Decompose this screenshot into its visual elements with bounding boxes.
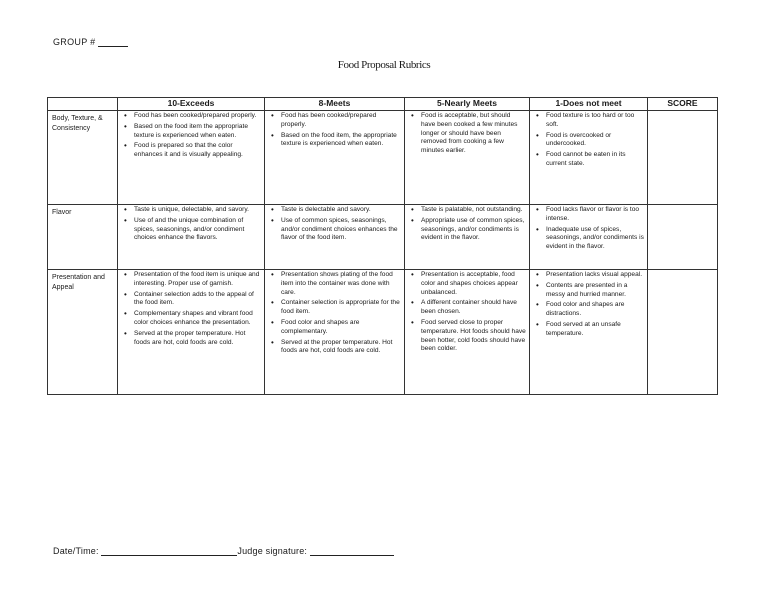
list-item: • Food served close to proper temperature. Hot foods should have been hotter, cold foods should have been colder.: [421, 319, 526, 354]
rubric-cell: [265, 111, 405, 205]
list-item: • Served at the proper temperature. Hot foods are hot, cold foods are cold.: [134, 330, 261, 348]
list-item: • Taste is unique, delectable, and savory.: [134, 206, 261, 215]
score-cell[interactable]: [648, 205, 718, 270]
list-item: • Taste is palatable, not outstanding.: [421, 206, 526, 215]
list-item: • Food color and shapes are distractions.: [546, 301, 644, 319]
list-item: • Based on the food item the appropriate texture is experienced when eaten.: [134, 123, 261, 141]
list-item: • Use of and the unique combination of spices, seasonings, and/or condiment choices enhance the flavors.: [134, 217, 261, 243]
rubric-cell: [118, 205, 265, 270]
list-item: • Food texture is too hard or too soft.: [546, 112, 644, 130]
group-number-blank[interactable]: [98, 46, 128, 47]
header-does-not-meet: 1-Does not meet: [530, 98, 648, 111]
rubric-cell: [118, 270, 265, 395]
score-cell[interactable]: [648, 270, 718, 395]
list-item: • Inadequate use of spices, seasonings, and/or condiments is evident in the flavor.: [546, 226, 644, 252]
list-item: • Food is acceptable, but should have been cooked a few minutes longer or should have been removed from cooking a few minutes earlier.: [421, 112, 526, 156]
rubric-cell: [530, 111, 648, 205]
rubric-cell: [118, 111, 265, 205]
list-item: • Food has been cooked/prepared properly.: [134, 112, 261, 121]
list-item: • Use of common spices, seasonings, and/or condiment choices enhances the flavor of the food item.: [281, 217, 401, 243]
table-row: [48, 111, 718, 205]
list-item: • Food color and shapes are complementary.: [281, 319, 401, 337]
header-score: SCORE: [648, 98, 718, 111]
criterion-label: Presentation and Appeal: [48, 270, 118, 395]
rubric-cell: [405, 205, 530, 270]
list-item: • Food is overcooked or undercooked.: [546, 132, 644, 150]
list-item: • Container selection adds to the appeal of the food item.: [134, 291, 261, 309]
rubric-cell: [265, 205, 405, 270]
header-nearly-meets: 5-Nearly Meets: [405, 98, 530, 111]
list-item: • A different container should have been chosen.: [421, 299, 526, 317]
group-number-field: [53, 37, 128, 47]
table-row: [48, 205, 718, 270]
rubric-cell: [405, 270, 530, 395]
rubric-table: [47, 97, 718, 395]
list-item: • Food lacks flavor or flavor is too intense.: [546, 206, 644, 224]
list-item: • Food has been cooked/prepared properly.: [281, 112, 401, 130]
date-time-label: Date/Time:: [53, 546, 99, 556]
judge-signature-label: Judge signature:: [237, 546, 308, 556]
date-time-blank[interactable]: [101, 555, 237, 556]
list-item: • Presentation of the food item is unique and interesting. Proper use of garnish.: [134, 271, 261, 289]
list-item: • Presentation lacks visual appeal.: [546, 271, 644, 280]
header-criteria: [48, 98, 118, 111]
table-row: [48, 270, 718, 395]
list-item: • Presentation is acceptable, food color and shapes choices appear unbalanced.: [421, 271, 526, 297]
criterion-label: Body, Texture, & Consistency: [48, 111, 118, 205]
judge-signature-blank[interactable]: [310, 555, 394, 556]
list-item: • Food is prepared so that the color enhances it and is visually appealing.: [134, 142, 261, 160]
list-item: • Taste is delectable and savory.: [281, 206, 401, 215]
rubric-cell: [530, 205, 648, 270]
signature-footer: [53, 546, 394, 556]
criterion-label: Flavor: [48, 205, 118, 270]
list-item: • Food served at an unsafe temperature.: [546, 321, 644, 339]
list-item: • Served at the proper temperature. Hot foods are hot, cold foods are cold.: [281, 339, 401, 357]
rubric-cell: [530, 270, 648, 395]
list-item: • Complementary shapes and vibrant food color choices enhance the presentation.: [134, 310, 261, 328]
page-title: Food Proposal Rubrics: [337, 59, 431, 71]
header-exceeds: 10-Exceeds: [118, 98, 265, 111]
list-item: • Appropriate use of common spices, seasonings, and/or condiments is evident in the flavor.: [421, 217, 526, 243]
list-item: • Food cannot be eaten in its current state.: [546, 151, 644, 169]
list-item: • Container selection is appropriate for the food item.: [281, 299, 401, 317]
rubric-cell: [265, 270, 405, 395]
header-meets: 8-Meets: [265, 98, 405, 111]
list-item: • Presentation shows plating of the food item into the container was done with care.: [281, 271, 401, 297]
group-label: GROUP #: [53, 37, 96, 47]
score-cell[interactable]: [648, 111, 718, 205]
list-item: • Contents are presented in a messy and hurried manner.: [546, 282, 644, 300]
header-row: [48, 98, 718, 111]
rubric-cell: [405, 111, 530, 205]
list-item: • Based on the food item, the appropriate texture is experienced when eaten.: [281, 132, 401, 150]
